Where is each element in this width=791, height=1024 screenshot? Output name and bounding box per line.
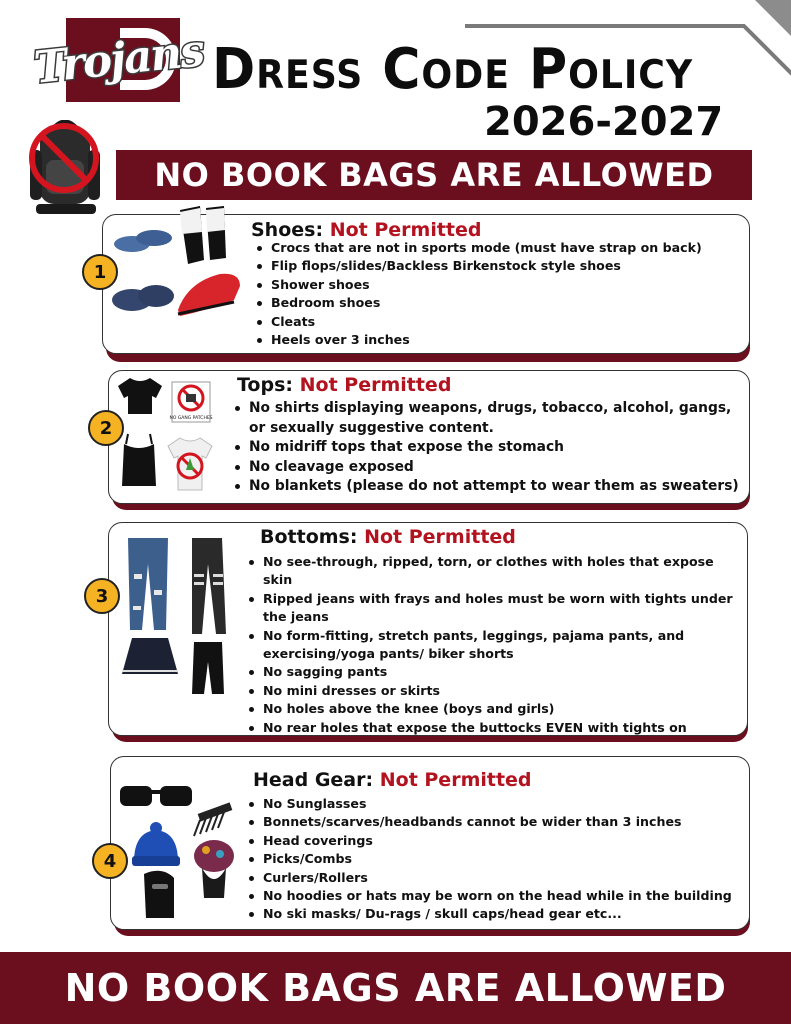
rule-item: Head coverings — [247, 832, 741, 850]
rule-item: No cleavage exposed — [233, 458, 745, 478]
not-permitted-label: Not Permitted — [364, 526, 516, 548]
rule-item: No midriff tops that expose the stomach — [233, 438, 745, 458]
rule-item: Crocs that are not in sports mode (must have strap on back) — [255, 239, 745, 257]
prohibited-bottoms-image — [118, 534, 236, 714]
page-title: Dress Code Policy — [212, 37, 694, 102]
rule-item: Cleats — [255, 313, 745, 331]
rule-item: Bonnets/scarves/headbands cannot be wider than 3 inches — [247, 813, 741, 831]
section-category: Shoes: — [251, 219, 324, 241]
section-number-badge: 4 — [92, 843, 128, 879]
header-rule — [465, 24, 745, 28]
footer-banner: NO BOOK BAGS ARE ALLOWED — [0, 952, 791, 1024]
rule-item: No ski masks/ Du-rags / skull caps/head gear etc... — [247, 905, 741, 923]
rule-item: No sagging pants — [247, 663, 737, 681]
section-category: Head Gear: — [253, 769, 374, 791]
rule-item: No see-through, ripped, torn, or clothes with holes that expose skin — [247, 553, 737, 590]
rule-item: Curlers/Rollers — [247, 869, 741, 887]
section-category: Tops: — [237, 374, 293, 396]
section-number-badge: 3 — [84, 578, 120, 614]
not-permitted-label: Not Permitted — [379, 769, 532, 791]
section-headgear-heading — [253, 769, 532, 791]
rule-list-headgear — [247, 795, 741, 924]
rule-item: No blankets (please do not attempt to wear them as sweaters) — [233, 477, 745, 497]
rule-item: No form-fitting, stretch pants, leggings, pajama pants, and exercising/yoga pants/ biker shorts — [247, 627, 737, 664]
top-banner — [116, 150, 752, 200]
rule-list-shoes — [255, 239, 745, 349]
corner-decoration — [755, 0, 791, 36]
top-banner-text: NO BOOK BAGS ARE ALLOWED — [154, 156, 714, 194]
prohibited-tops-image — [110, 374, 220, 498]
school-year: 2026-2027 — [484, 99, 724, 145]
rule-item: No mini dresses or skirts — [247, 682, 737, 700]
rule-item: Bedroom shoes — [255, 294, 745, 312]
rule-list-tops — [233, 399, 745, 497]
rule-item: No rear holes that expose the buttocks EVEN with tights on — [247, 719, 737, 737]
section-number-badge: 2 — [88, 410, 124, 446]
rule-item: Heels over 3 inches — [255, 331, 745, 349]
rule-item: Shower shoes — [255, 276, 745, 294]
rule-item: No shirts displaying weapons, drugs, tobacco, alcohol, gangs, or sexually suggestive content. — [233, 399, 745, 438]
section-tops-heading — [237, 374, 451, 396]
rule-item: Ripped jeans with frays and holes must be worn with tights under the jeans — [247, 590, 737, 627]
prohibited-headgear-image — [116, 778, 240, 926]
not-permitted-label: Not Permitted — [299, 374, 452, 396]
rule-item: No holes above the knee (boys and girls) — [247, 700, 737, 718]
not-permitted-label: Not Permitted — [329, 219, 482, 241]
section-bottoms-heading — [260, 526, 516, 548]
prohibited-shoes-image — [108, 200, 248, 322]
rule-item: Flip flops/slides/Backless Birkenstock style shoes — [255, 257, 745, 275]
rule-item: No Sunglasses — [247, 795, 741, 813]
no-backpack-icon — [24, 120, 112, 220]
section-number-badge: 1 — [82, 254, 118, 290]
no-gang-patches-label: NO GANG PATCHES — [169, 416, 213, 421]
section-category: Bottoms: — [260, 526, 358, 548]
rule-list-bottoms — [247, 553, 737, 737]
section-shoes-heading — [251, 219, 481, 241]
rule-item: No hoodies or hats may be worn on the head while in the building — [247, 887, 741, 905]
rule-item: Picks/Combs — [247, 850, 741, 868]
school-logo-wordmark: Trojans — [31, 25, 206, 94]
